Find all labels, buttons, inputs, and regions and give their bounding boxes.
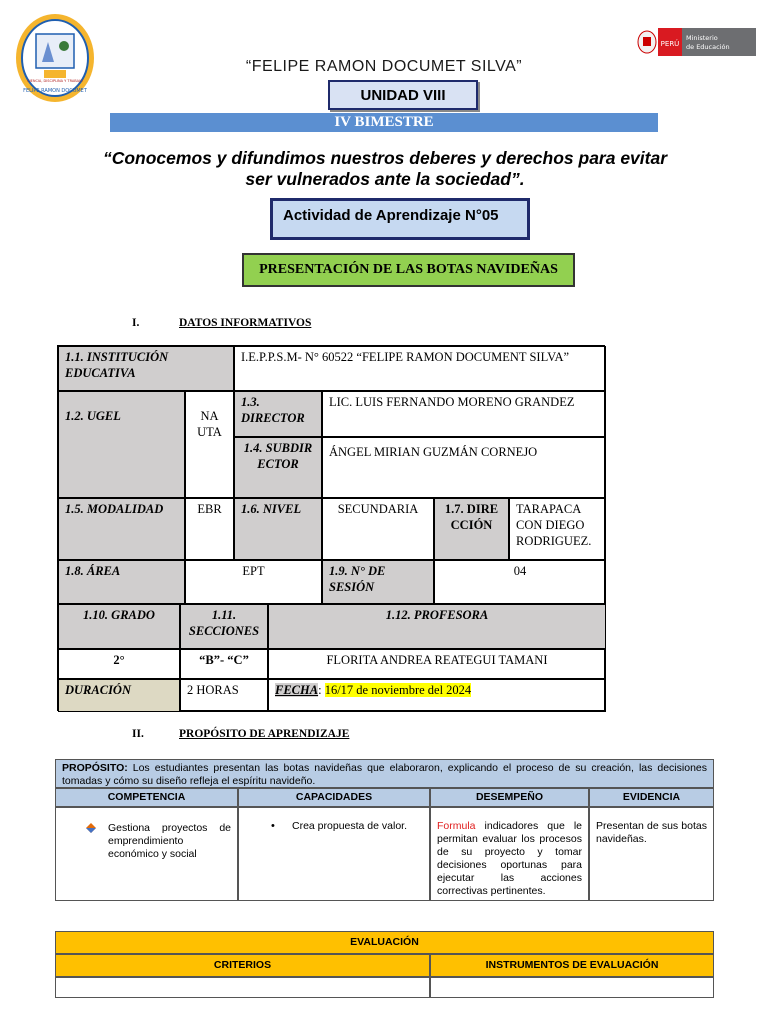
institucion-value: I.E.P.P.S.M- N° 60522 “FELIPE RAMON DOCUMENT SILVA” <box>234 346 606 391</box>
minedu-logo <box>636 28 756 56</box>
diamond-bullet-icon <box>86 823 96 833</box>
proposito-table <box>55 759 714 901</box>
header-competencia: COMPETENCIA <box>55 788 238 807</box>
evidencia-cell: Presentan de sus botas navideñas. <box>589 807 714 901</box>
unit-title: “Conocemos y difundimos nuestros deberes y derechos para evitar ser vulnerados ante la sociedad”. <box>102 148 668 189</box>
section-datos-heading <box>132 317 311 329</box>
grado-value: 2° <box>58 649 180 679</box>
duracion-label: DURACIÓN <box>58 679 180 712</box>
fecha-cell <box>268 679 606 712</box>
sesion-value: 04 <box>434 560 606 604</box>
header-evidencia: EVIDENCIA <box>589 788 714 807</box>
subdirector-label: 1.4. SUBDIRECTOR <box>234 437 322 498</box>
area-label: 1.8. ÁREA <box>58 560 185 604</box>
section-title: PROPÓSITO DE APRENDIZAJE <box>179 728 350 740</box>
criterios-cell <box>55 977 430 998</box>
section-number: II. <box>132 728 144 740</box>
profesora-label: 1.12. PROFESORA <box>268 604 606 649</box>
bullet-icon: • <box>271 820 275 832</box>
proposito-label: PROPÓSITO: <box>62 762 128 774</box>
institucion-label: 1.1. INSTITUCIÓN EDUCATIVA <box>58 346 234 391</box>
capacidad-text: Crea propuesta de valor. <box>292 820 407 832</box>
fecha-value: 16/17 de noviembre del 2024 <box>324 683 472 697</box>
evaluacion-title: EVALUACIÓN <box>55 931 714 954</box>
desempeno-verb: Formula <box>437 820 476 832</box>
ugel-label: 1.2. UGEL <box>58 391 185 498</box>
criterios-header: CRITERIOS <box>55 954 430 977</box>
datos-table <box>57 345 605 711</box>
secciones-value: “B”- “C” <box>180 649 268 679</box>
area-value: EPT <box>185 560 322 604</box>
ugel-value: NAUTA <box>185 391 234 498</box>
duracion-value: 2 HORAS <box>180 679 268 712</box>
sesion-label: 1.9. N° DE SESIÓN <box>322 560 434 604</box>
director-value: LIC. LUIS FERNANDO MORENO GRANDEZ <box>322 391 606 437</box>
modalidad-value: EBR <box>185 498 234 560</box>
presentacion-box: PRESENTACIÓN DE LAS BOTAS NAVIDEÑAS <box>242 253 575 287</box>
fecha-label: FECHA <box>275 683 319 697</box>
logo-motto: CIENCIA, DISCIPLINA Y TRABAJO <box>27 79 83 83</box>
header-capacidades: CAPACIDADES <box>238 788 430 807</box>
direccion-label: 1.7. DIRECCIÓN <box>434 498 509 560</box>
instrumentos-header: INSTRUMENTOS DE EVALUACIÓN <box>430 954 714 977</box>
bimestre-bar: IV BIMESTRE <box>110 113 658 132</box>
section-number: I. <box>132 317 140 329</box>
secciones-label: 1.11. SECCIONES <box>180 604 268 649</box>
header-desempeno: DESEMPEÑO <box>430 788 589 807</box>
minedu-peru: PERÚ <box>660 40 680 48</box>
proposito-text: Los estudiantes presentan las botas navideñas que elaboraron, explicando el proceso de su creación, las decisiones tomadas y cómo su diseño refleja el espíritu navideño. <box>62 762 707 787</box>
minedu-line2: de Educación <box>686 43 730 51</box>
competencia-text: Gestiona proyectos de emprendimiento económico y social <box>108 822 231 860</box>
nivel-label: 1.6. NIVEL <box>234 498 322 560</box>
logo-text: FELIPE RAMON DOCUMET <box>23 88 87 94</box>
instrumentos-cell <box>430 977 714 998</box>
section-title: DATOS INFORMATIVOS <box>179 317 312 329</box>
director-label: 1.3. DIRECTOR <box>234 391 322 437</box>
school-name: “FELIPE RAMON DOCUMET SILVA” <box>245 58 523 75</box>
desempeno-text: indicadores que le permitan evaluar los procesos de su proyecto y tomar decisiones oportunas para ejecutar las acciones correctivas pertinentes. <box>437 820 582 897</box>
fecha-sep: : <box>318 683 322 697</box>
actividad-box: Actividad de Aprendizaje N°05 <box>270 198 530 240</box>
direccion-value: TARAPACA CON DIEGO RODRIGUEZ. <box>509 498 606 560</box>
evaluacion-table <box>55 931 714 998</box>
unidad-box: UNIDAD VIII <box>328 80 478 110</box>
subdirector-value: ÁNGEL MIRIAN GUZMÁN CORNEJO <box>322 437 606 498</box>
proposito-cell <box>55 759 714 788</box>
section-proposito-heading <box>132 728 349 740</box>
profesora-value: FLORITA ANDREA REATEGUI TAMANI <box>268 649 606 679</box>
desempeno-cell <box>430 807 589 901</box>
capacidad-cell <box>238 807 430 901</box>
nivel-value: SECUNDARIA <box>322 498 434 560</box>
minedu-line1: Ministerio <box>686 34 718 42</box>
modalidad-label: 1.5. MODALIDAD <box>58 498 185 560</box>
grado-label: 1.10. GRADO <box>58 604 180 649</box>
competencia-cell <box>55 807 238 901</box>
